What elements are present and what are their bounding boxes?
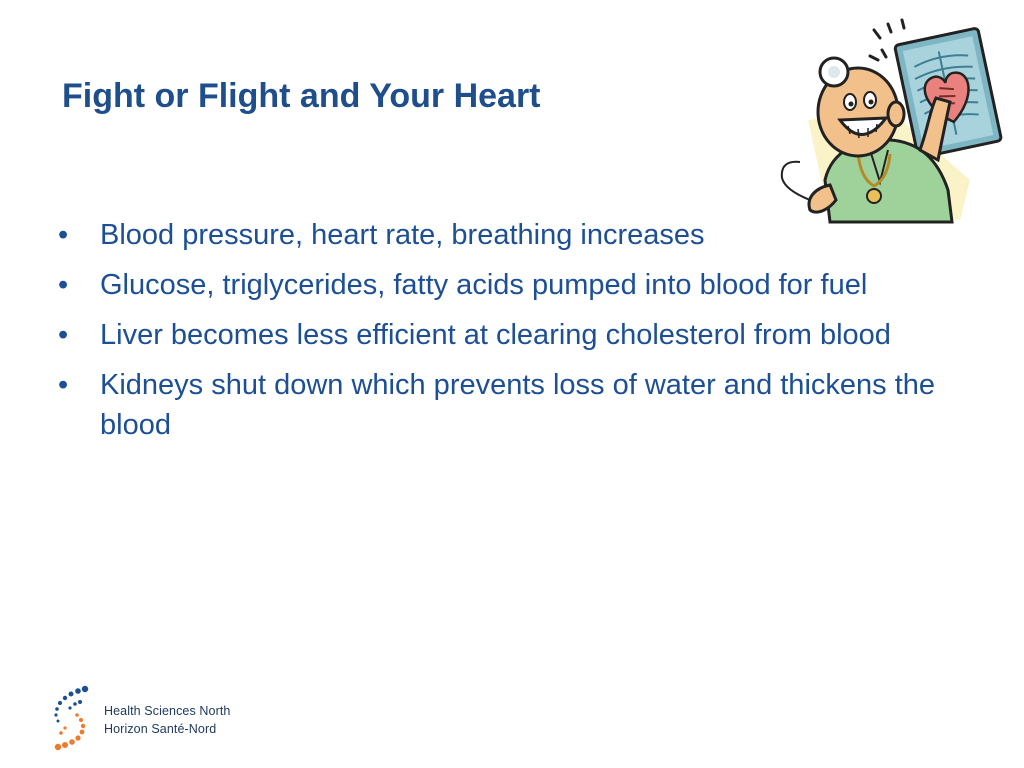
bullet-text: Liver becomes less efficient at clearing cholesterol from blood	[100, 319, 891, 351]
org-name-french: Horizon Santé-Nord	[104, 722, 217, 736]
bullet-text: Kidneys shut down which prevents loss of water and thickens the blood	[100, 369, 936, 441]
bullet-text: Blood pressure, heart rate, breathing increases	[100, 219, 705, 251]
bullet-marker: •	[58, 369, 69, 401]
bullet-item	[56, 315, 956, 355]
doctor-holding-heart-xray-icon	[770, 10, 1010, 225]
bullet-item	[56, 365, 956, 445]
bullet-item	[56, 215, 956, 255]
slide-title: Fight or Flight and Your Heart	[62, 77, 541, 115]
bullet-item	[56, 265, 956, 305]
org-name-english: Health Sciences North	[104, 704, 231, 718]
organization-name	[104, 702, 230, 738]
bullet-list	[56, 215, 956, 455]
bullet-text: Glucose, triglycerides, fatty acids pumped into blood for fuel	[100, 269, 868, 301]
bullet-marker: •	[58, 219, 69, 251]
bullet-marker: •	[58, 319, 69, 351]
health-sciences-north-logo-icon	[45, 684, 105, 756]
bullet-marker: •	[58, 269, 69, 301]
